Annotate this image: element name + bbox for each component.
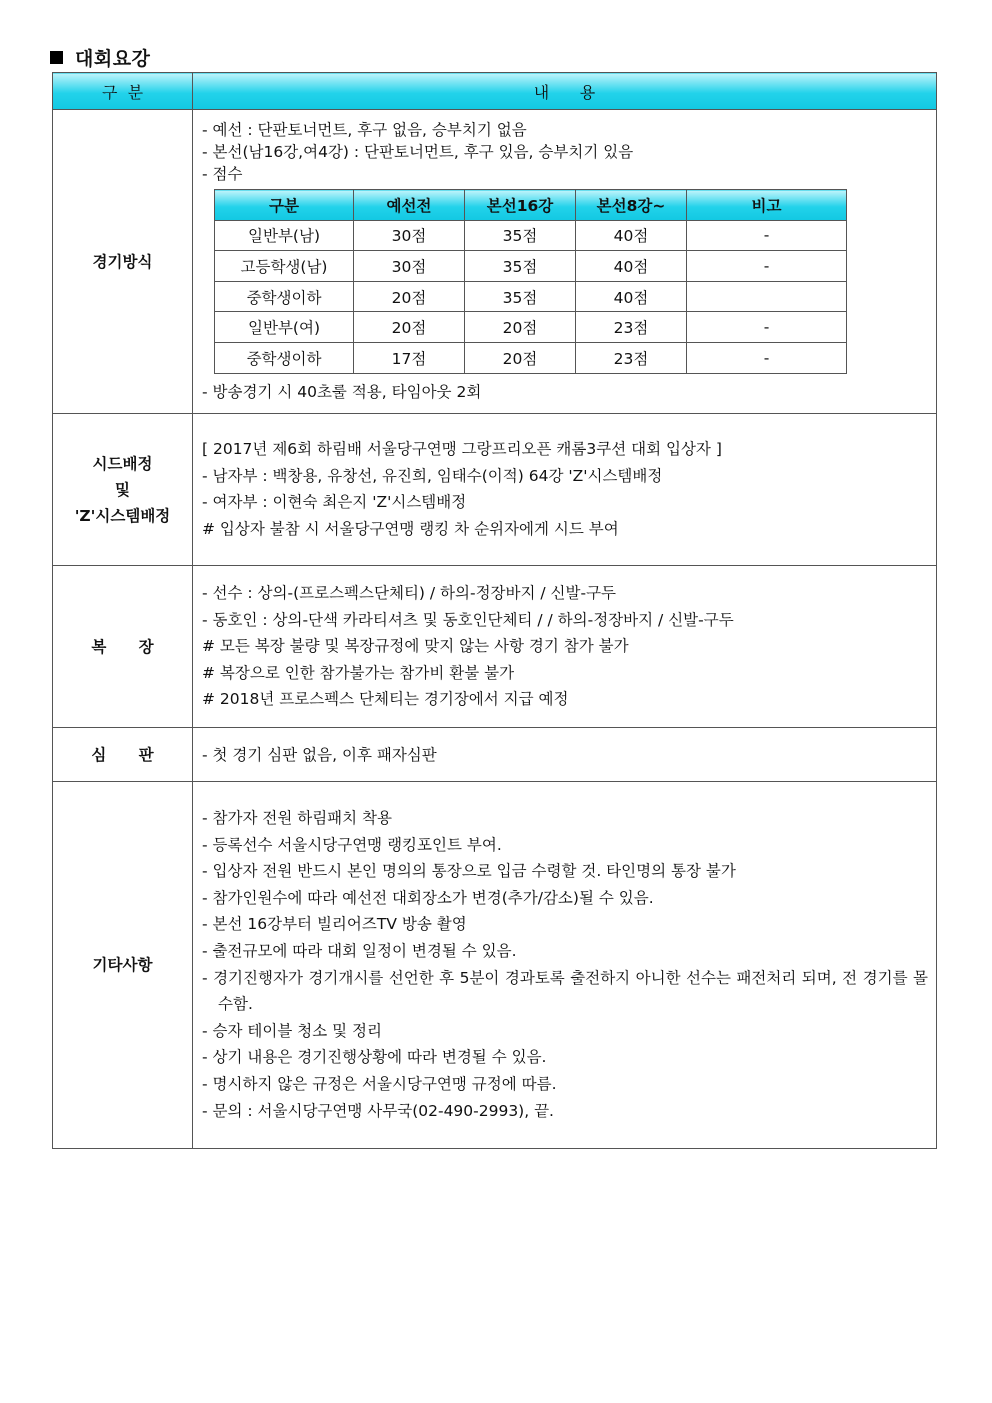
score-row — [215, 342, 847, 373]
score-cell: 40점 — [576, 220, 687, 251]
seeding-line: # 입상자 불참 시 서울당구연맹 랭킹 차 순위자에게 시드 부여 — [202, 519, 619, 538]
label-seeding-line: 및 — [115, 480, 130, 499]
label-game-format: 경기방식 — [53, 110, 193, 414]
score-cell: 일반부(남) — [215, 220, 354, 251]
row-referee — [53, 728, 937, 782]
seeding-line: - 여자부 : 이현숙 최은지 'Z'시스템배정 — [202, 493, 467, 511]
etc-line: - 상기 내용은 경기진행상황에 따라 변경될 수 있음. — [202, 1048, 547, 1067]
score-row — [215, 281, 847, 312]
row-game-format — [53, 110, 937, 414]
score-cell: 중학생이하 — [215, 281, 354, 312]
score-cell: 35점 — [465, 251, 576, 282]
etc-line: - 출전규모에 따라 대회 일정이 변경될 수 있음. — [202, 941, 517, 960]
score-header-cell: 예선전 — [354, 190, 465, 221]
score-cell: 20점 — [354, 312, 465, 343]
row-attire — [53, 566, 937, 728]
score-cell: 23점 — [576, 342, 687, 373]
content-etc — [193, 782, 937, 1149]
score-header-cell: 본선16강 — [465, 190, 576, 221]
etc-line: - 승자 테이블 청소 및 정리 — [202, 1021, 382, 1040]
format-line: - 점수 — [202, 165, 243, 183]
score-cell: 35점 — [465, 281, 576, 312]
score-cell: 20점 — [354, 281, 465, 312]
format-footer-line: - 방송경기 시 40초룰 적용, 타임아웃 2회 — [202, 382, 482, 401]
referee-line: - 첫 경기 심판 없음, 이후 패자심판 — [202, 745, 437, 764]
content-attire — [193, 566, 937, 728]
etc-line: - 등록선수 서울시당구연맹 랭킹포인트 부여. — [202, 835, 502, 854]
score-cell: 20점 — [465, 342, 576, 373]
attire-line: # 2018년 프로스펙스 단체티는 경기장에서 지급 예정 — [202, 690, 569, 709]
score-cell: 20점 — [465, 312, 576, 343]
score-cell: 35점 — [465, 220, 576, 251]
score-cell — [687, 281, 847, 312]
content-game-format — [193, 110, 937, 414]
label-referee: 심 판 — [53, 728, 193, 782]
score-row — [215, 312, 847, 343]
score-header-cell: 구분 — [215, 190, 354, 221]
format-line: - 본선(남16강,여4강) : 단판토너먼트, 후구 있음, 승부치기 있음 — [202, 143, 634, 161]
score-header-cell: 비고 — [687, 190, 847, 221]
score-cell: - — [687, 312, 847, 343]
table-header-row — [53, 73, 937, 110]
seeding-line: - 남자부 : 백창용, 유창선, 유진희, 임태수(이적) 64강 'Z'시스템배정 — [202, 466, 663, 485]
score-cell: 고등학생(남) — [215, 251, 354, 282]
score-cell: 중학생이하 — [215, 342, 354, 373]
score-row — [215, 220, 847, 251]
score-row — [215, 251, 847, 282]
label-seeding-line: 'Z'시스템배정 — [74, 506, 171, 525]
score-cell: 40점 — [576, 281, 687, 312]
content-seeding — [193, 414, 937, 566]
score-table — [214, 189, 847, 374]
label-seeding-line: 시드배정 — [92, 454, 153, 473]
score-cell: - — [687, 342, 847, 373]
label-seeding — [53, 414, 193, 566]
etc-line: - 참가인원수에 따라 예선전 대회장소가 변경(추가/감소)될 수 있음. — [202, 888, 654, 907]
section-heading — [50, 44, 150, 71]
header-category: 구 분 — [53, 73, 193, 110]
row-etc — [53, 782, 937, 1149]
score-header-cell: 본선8강~ — [576, 190, 687, 221]
section-heading-text: 대회요강 — [75, 48, 151, 70]
format-line: - 예선 : 단판토너먼트, 후구 없음, 승부치기 없음 — [202, 121, 527, 139]
score-cell: 30점 — [354, 220, 465, 251]
seeding-line: [ 2017년 제6회 하림배 서울당구연맹 그랑프리오픈 캐롬3쿠션 대회 입상자 ] — [202, 440, 722, 458]
label-etc: 기타사항 — [53, 782, 193, 1149]
score-cell: - — [687, 220, 847, 251]
content-referee — [193, 728, 937, 782]
etc-line: - 명시하지 않은 규정은 서울시당구연맹 규정에 따름. — [202, 1074, 557, 1093]
etc-line: - 경기진행자가 경기개시를 선언한 후 5분이 경과토록 출전하지 아니한 선수는 패전처리 되며, 전 경기를 몰수함. — [202, 968, 928, 1014]
attire-line: - 선수 : 상의-(프로스펙스단체티) / 하의-정장바지 / 신발-구두 — [202, 584, 617, 602]
score-cell: 일반부(여) — [215, 312, 354, 343]
etc-line: - 입상자 전원 반드시 본인 명의의 통장으로 입금 수령할 것. 타인명의 통장 불가 — [202, 862, 736, 881]
score-cell: 40점 — [576, 251, 687, 282]
tournament-outline-table — [52, 72, 937, 1149]
score-cell: - — [687, 251, 847, 282]
etc-line: - 본선 16강부터 빌리어즈TV 방송 촬영 — [202, 915, 467, 934]
etc-line: - 참가자 전원 하림패치 착용 — [202, 809, 393, 827]
score-cell: 30점 — [354, 251, 465, 282]
attire-line: # 모든 복장 불량 및 복장규정에 맞지 않는 사항 경기 참가 불가 — [202, 637, 629, 656]
attire-line: - 동호인 : 상의-단색 카라티셔츠 및 동호인단체티 / / 하의-정장바지 / 신발-구두 — [202, 610, 734, 629]
score-header-row — [215, 190, 847, 221]
attire-line: # 복장으로 인한 참가불가는 참가비 환불 불가 — [202, 663, 515, 682]
etc-line: - 문의 : 서울시당구연맹 사무국(02-490-2993), 끝. — [202, 1101, 554, 1120]
header-content: 내 용 — [193, 73, 937, 110]
score-cell: 17점 — [354, 342, 465, 373]
row-seeding — [53, 414, 937, 566]
score-cell: 23점 — [576, 312, 687, 343]
label-attire: 복 장 — [53, 566, 193, 728]
square-bullet-icon — [50, 51, 63, 64]
